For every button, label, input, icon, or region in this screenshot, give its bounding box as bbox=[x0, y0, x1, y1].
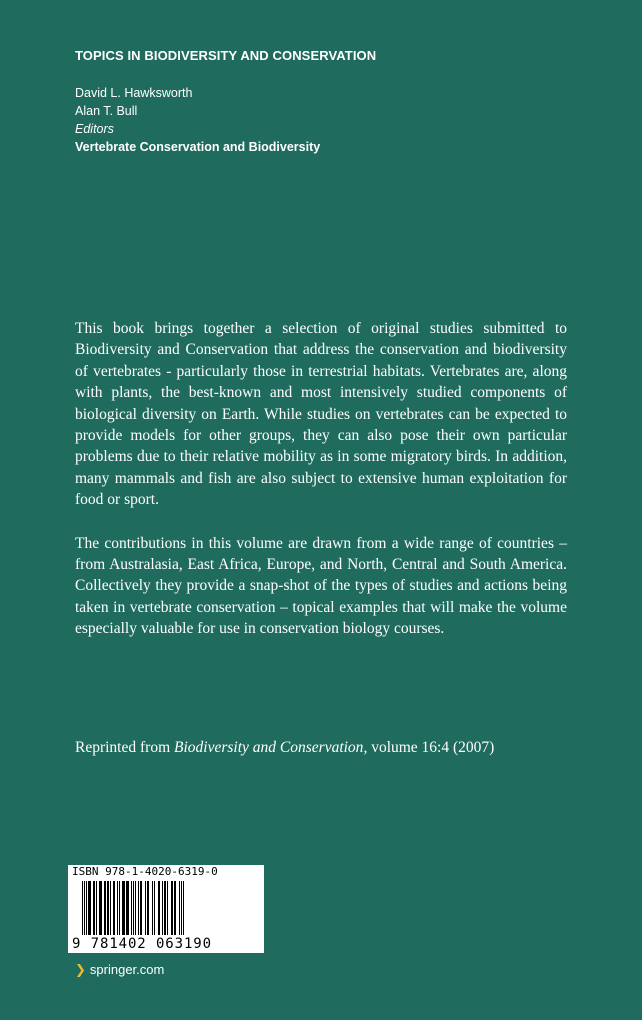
blurb-paragraph: This book brings together a selection of original studies submitted to Biodiversity and Conservation that address the conservation and biodiversity of vertebrates - particularly those in terrestrial habitats. Vertebrates are, along with plants, the best-known and most intensively studied components of biological diversity on Earth. While studies on vertebrates can be expected to provide models for other groups, they can also pose their own particular problems due to their relative mobility as in some migratory birds. In addition, many mammals and fish are also subject to extensive human exploitation for food or sport. bbox=[75, 320, 567, 509]
publisher-website: springer.com bbox=[89, 962, 165, 977]
reprint-suffix: , volume 16:4 (2007) bbox=[363, 739, 495, 756]
reprint-prefix: Reprinted from bbox=[75, 739, 175, 756]
book-title: Vertebrate Conservation and Biodiversity bbox=[75, 140, 321, 154]
editor-name: David L. Hawksworth bbox=[75, 86, 193, 100]
barcode-bars bbox=[68, 879, 264, 937]
blurb bbox=[75, 318, 567, 662]
ean-digits: 9 781402 063190 bbox=[72, 936, 212, 952]
editors-block bbox=[75, 84, 320, 156]
blurb-paragraph: The contributions in this volume are drawn from a wide range of countries – from Australasia, East Africa, Europe, and North, Central and South America. Collectively they provide a snap-shot of the types of studies and actions being taken in vertebrate conservation – topical examples that will make the volume especially valuable for use in conservation biology courses. bbox=[75, 534, 567, 638]
series-title: TOPICS IN BIODIVERSITY AND CONSERVATION bbox=[75, 48, 377, 63]
editor-name: Alan T. Bull bbox=[75, 104, 138, 118]
reprint-note bbox=[75, 737, 494, 758]
isbn-label: ISBN 978-1-4020-6319-0 bbox=[72, 865, 218, 878]
chevron-right-icon: ❯ bbox=[75, 962, 86, 977]
publisher-link[interactable] bbox=[75, 962, 164, 978]
editors-role: Editors bbox=[75, 122, 114, 136]
isbn-barcode bbox=[68, 865, 264, 953]
reprint-journal: Biodiversity and Conservation bbox=[174, 739, 364, 756]
